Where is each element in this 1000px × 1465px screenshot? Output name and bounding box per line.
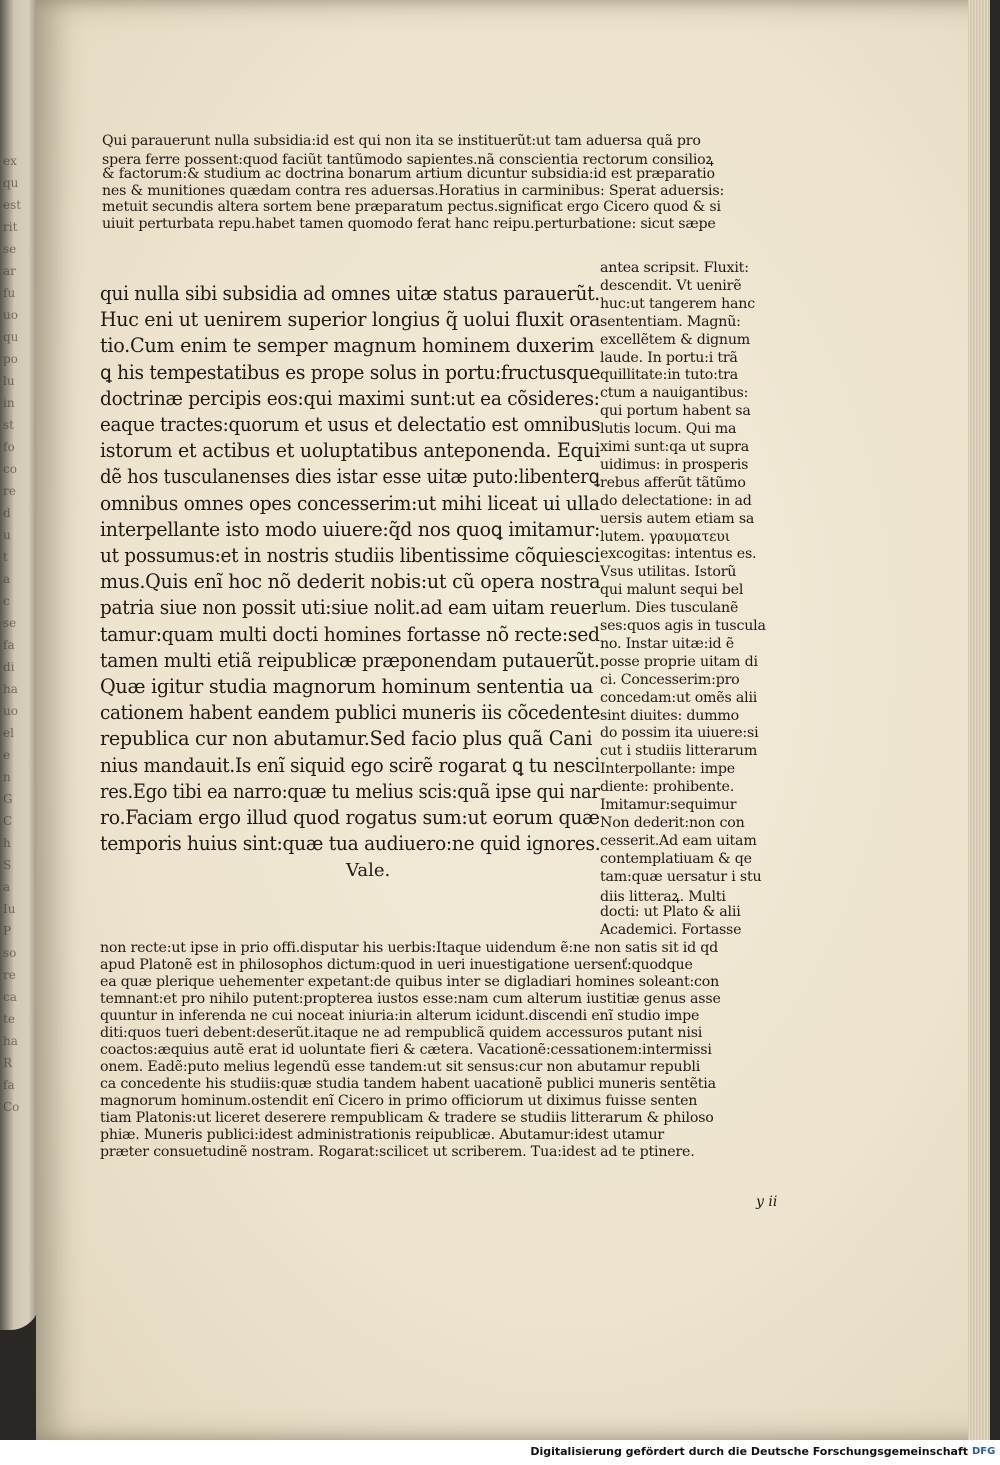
main-text-line: cationem habent eandem publici muneris iis cõcedente: [100, 701, 601, 725]
commentary-line: coactos:æquius autẽ erat id uoluntate fieri & cætera. Vacationẽ:cessationem:intermissi: [100, 1042, 712, 1058]
margin-commentary-line: ci. Concesserim:pro: [600, 671, 740, 688]
margin-commentary-line: huc:ut tangerem hanc: [600, 295, 755, 312]
main-text-line: nius mandauit.Is enĩ siquid ego scirẽ rogarat ꝗ tu nesci: [100, 753, 601, 777]
footer-credit: Digitalisierung gefördert durch die Deutsche Forschungsgemeinschaft: [530, 1445, 968, 1458]
margin-commentary-line: qui malunt sequi bel: [600, 582, 744, 599]
margin-commentary-line: docti: ut Plato & alii: [600, 904, 741, 921]
margin-commentary-line: tam:quæ uersatur i stu: [600, 868, 762, 885]
signature-mark: y ii: [756, 1194, 778, 1210]
margin-commentary-line: antea scripsit. Fluxit:: [600, 260, 749, 276]
main-text-line: ut possumus:et in nostris studiis libentissime cõquiesci: [100, 544, 600, 567]
margin-commentary-line: descendit. Vt uenirẽ: [600, 277, 742, 294]
commentary-line: magnorum hominum.ostendit enĩ Cicero in primo officiorum ut diximus fuisse senten: [100, 1093, 698, 1109]
main-text-line: temporis huius sint:quæ tua audiuero:ne quid ignores.: [100, 832, 601, 856]
main-text-line: istorum et actibus et uoluptatibus anteponenda. Equi: [100, 439, 601, 463]
main-text-line: republica cur non abutamur.Sed facio plus quã Cani: [100, 727, 593, 751]
margin-commentary-line: no. Instar uitæ:id ẽ: [600, 635, 734, 652]
main-text-line: ꝗ his tempestatibus es prope solus in portu:fructusque: [100, 360, 601, 384]
page-stack-edge: [968, 0, 990, 1440]
margin-commentary-line: Vsus utilitas. Istorũ: [600, 564, 737, 581]
main-text-line: ro.Faciam ergo illud quod rogatus sum:ut eorum quæ: [100, 806, 600, 829]
commentary-line: nes & munitiones quædam contra res aduersas.Horatius in carminibus: Sperat aduersis:: [102, 182, 725, 199]
main-text-line: omnibus omnes opes concesserim:ut mihi liceat ui ulla: [100, 491, 600, 515]
main-text-line: tio.Cum enim te semper magnum hominem duxerim: [100, 334, 595, 358]
main-text-line: Huc eni ut uenirem superior longius q̃ uolui fluxit ora: [100, 308, 601, 332]
margin-commentary-line: contemplatiuam & qe: [600, 850, 752, 867]
commentary-line: spera ferre possent:quod faciũt tantũmodo sapientes.nã conscientia rectorum consilioꝝ: [102, 151, 714, 168]
closing-vale: Vale.: [346, 860, 391, 881]
main-text-line: dẽ hos tusculanenses dies istar esse uitæ puto:libenterꝗ: [100, 465, 600, 489]
commentary-line: & factorum:& studium ac doctrina bonarum artium dicuntur subsidia:id est præparatio: [102, 166, 715, 182]
margin-commentary-line: posse proprie uitam di: [600, 653, 758, 670]
margin-commentary-line: do delectatione: in ad: [600, 492, 752, 509]
commentary-line: tiam Platonis:ut liceret deserere rempublicam & tradere se studiis litterarum & philoso: [100, 1110, 714, 1126]
commentary-line: quuntur in inferenda ne cui noceat iniuria:in alterum icidunt.discendi enĩ studio impe: [100, 1008, 700, 1024]
margin-commentary-line: do possim ita uiuere:si: [600, 725, 759, 742]
dfg-logo: DFG: [972, 1446, 996, 1457]
commentary-line: apud Platonẽ est in philosophos dictum:quod in ueri inuestigatione uersenť:quodque: [100, 957, 693, 973]
margin-commentary-line: lum. Dies tusculanẽ: [600, 600, 739, 617]
book-page: [36, 0, 990, 1440]
main-text-line: mus.Quis enĩ hoc nõ dederit nobis:ut cũ opera nostra: [100, 570, 601, 594]
margin-commentary-line: ses:quos agis in tuscula: [600, 618, 766, 634]
facing-page-text: ex qu est rit se ar fu uo qu po lu in st fo co re d u t a c se fa di ha uo el e n G C h S a Iu P so re ca te ha R fa Co: [3, 154, 22, 1114]
main-text-line: interpellante isto modo uiuere:q̃d nos quoꝗ imitamur:: [100, 517, 601, 541]
margin-commentary-line: lutis locum. Qui ma: [600, 421, 737, 438]
margin-commentary-line: cesserit.Ad eam uitam: [600, 832, 757, 849]
main-text-line: res.Ego tibi ea narro:quæ tu melius scis:quã ipse qui nar: [100, 779, 600, 803]
margin-commentary-line: uersis autem etiam sa: [600, 510, 755, 527]
commentary-line: non recte:ut ipse in prio offi.disputar his uerbis:Itaque uidendum ẽ:ne non satis sit id qd: [100, 940, 719, 956]
commentary-line: diti:quos tueri debent:deserũt.itaque ne ad rempublicã quidem accessuros putant nisi: [100, 1025, 703, 1041]
margin-commentary-line: quillitate:in tuto:tra: [600, 367, 738, 384]
commentary-line: onem. Eadẽ:puto melius legendũ esse tandem:ut sit sensus:cur non abutamur republi: [100, 1059, 701, 1075]
footer-bar: [0, 1440, 1000, 1465]
margin-commentary-line: uidimus: in prosperis: [600, 456, 749, 473]
margin-commentary-line: qui portum habent sa: [600, 403, 751, 420]
margin-commentary-line: Imitamur:sequimur: [600, 797, 737, 813]
margin-commentary-line: laude. In portu:i trã: [600, 349, 738, 366]
commentary-line: præter consuetudinẽ nostram. Rogarat:scilicet ut scriberem. Tua:idest ad te ptinere.: [100, 1144, 695, 1160]
margin-commentary-line: sententiam. Magnũ:: [600, 313, 741, 330]
commentary-line: ea quæ plerique uehementer expetant:de quibus inter se digladiari homines soleant:con: [100, 974, 720, 990]
main-text-line: doctrinæ percipis eos:qui maximi sunt:ut ea cõsideres:: [100, 386, 600, 410]
facing-page-edge: [0, 0, 40, 1330]
margin-commentary-line: excellẽtem & dignum: [600, 331, 751, 348]
main-text-line: qui nulla sibi subsidia ad omnes uitæ status parauerũt.: [100, 282, 600, 305]
main-text-line: tamen multi etiã reipublicæ præponendam putauerũt.: [100, 648, 600, 672]
margin-commentary-line: excogitas: intentus es.: [600, 546, 757, 563]
commentary-line: metuit secundis altera sortem bene præparatum pectus.significat ergo Cicero quod & si: [102, 199, 721, 215]
commentary-line: uiuit perturbata repu.habet tamen quomodo ferat hanc reipu.perturbatione: sicut sæpe: [102, 215, 716, 232]
margin-commentary-line: ctum a nauigantibus:: [600, 385, 749, 402]
main-text-line: tamur:quam multi docti homines fortasse nõ recte:sed: [100, 622, 600, 646]
main-text-line: Quæ igitur studia magnorum hominum sententia ua: [100, 675, 593, 698]
margin-commentary-line: sint diuites: dummo: [600, 707, 739, 724]
margin-commentary-line: rebus afferũt tãtũmo: [600, 474, 746, 491]
commentary-line: Qui parauerunt nulla subsidia:id est qui non ita se instituerũt:ut tam aduersa quã pro: [102, 133, 701, 149]
margin-commentary-line: Academici. Fortasse: [600, 922, 742, 939]
margin-commentary-line: concedam:ut omẽs alii: [600, 689, 758, 706]
margin-commentary-line: ximi sunt:qa ut supra: [600, 439, 750, 455]
margin-commentary-line: diente: prohibente.: [600, 779, 735, 796]
margin-commentary-line: Non dederit:non con: [600, 814, 745, 831]
commentary-line: phiæ. Muneris publici:idest administrationis reipublicæ. Abutamur:idest utamur: [100, 1127, 664, 1143]
commentary-line: ca concedente his studiis:quæ studia tandem habent uacationẽ publici muneris sentẽtia: [100, 1076, 716, 1092]
margin-commentary-line: lutem. γραυματευι: [600, 528, 731, 545]
margin-commentary-line: Interpollante: impe: [600, 761, 735, 778]
commentary-line: temnant:et pro nihilo putent:propterea iustos esse:nam cum alterum iustitiæ genus asse: [100, 991, 721, 1007]
main-text-line: patria siue non possit uti:siue nolit.ad eam uitam reuer: [100, 596, 600, 620]
margin-commentary-line: diis litteraꝝ. Multi: [600, 888, 726, 905]
main-text-line: eaque tractes:quorum et usus et delectatio est omnibus: [100, 413, 601, 436]
margin-commentary-line: cut i studiis litterarum: [600, 743, 758, 760]
